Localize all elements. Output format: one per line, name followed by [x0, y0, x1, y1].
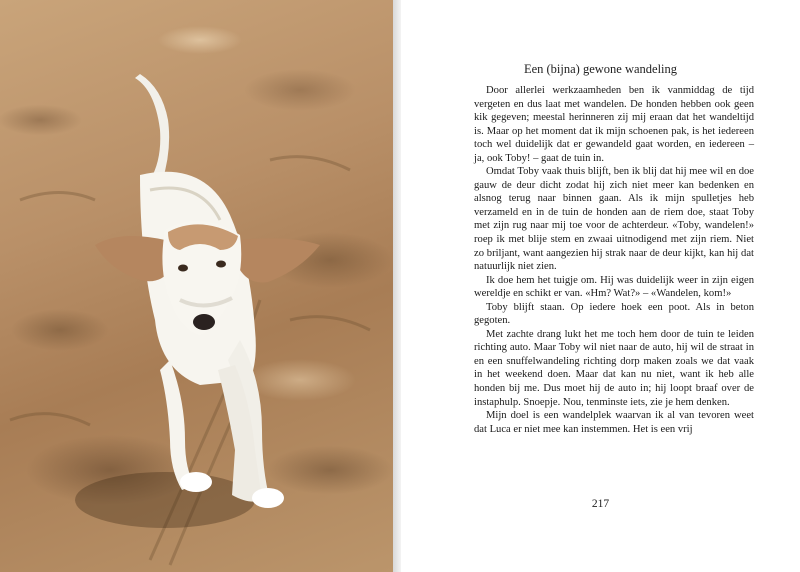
book-page [401, 0, 800, 572]
paragraph: Met zachte drang lukt het me toch hem door de tuin te leiden richting auto. Maar Toby wil niet naar de auto, hij wil de straat in en een snuffelwandeling richting dorp maken zoals we dat vaak in het weekend doen. Maar dat kan nu niet, want ik heb alle honden bij me. Dus moet hij de auto in; hij loopt braaf over de instaphulp. Snoepje. Nou, tenminste iets, zie je hem denken. [474, 328, 754, 408]
chapter-title: Een (bijna) gewone wandeling [523, 62, 678, 76]
book-gutter [393, 0, 401, 572]
dog-photo [0, 0, 393, 572]
paragraph: Toby blijft staan. Op iedere hoek een poot. Als in beton gegoten. [474, 301, 754, 327]
paragraph: Omdat Toby vaak thuis blijft, ben ik blij dat hij mee wil en doe gauw de deur dicht zodat hij zich niet meer kan bedenken en alsnog terug naar binnen gaan. Als ik mijn spulletjes heb verzameld en in de tuin de honden aan de riem doe, staat Toby met zijn rug naar mij toe voor de achterdeur. «Toby, wandelen!» roep ik met blije stem en zwaai uitnodigend met zijn riem. Niet zo briljant, want aangezien hij strak naar de deur kijkt, kan hij dat natuurlijk niet zien. [474, 166, 754, 273]
page-number: 217 [591, 498, 610, 510]
paragraph: Ik doe hem het tuigje om. Hij was duidelijk weer in zijn eigen wereldje en schikt er van. «Hm? Wat?» – «Wandelen, kom!» [474, 274, 754, 300]
dog-illustration [0, 0, 393, 572]
page-text [474, 84, 754, 436]
paragraph: Door allerlei werkzaamheden ben ik vanmiddag de tijd vergeten en dus laat met wandelen. De honden hebben ook geen kik gegeven; meestal herinneren zij mij eraan dat het wandeltijd is. Maar op het moment dat ik mijn schoenen pak, is het iedereen toch wel duidelijk dat er gewandeld gaat worden, en iedereen – ja, ook Toby! – gaat de tuin in. [474, 85, 754, 164]
paragraph: Mijn doel is een wandelplek waarvan ik al van tevoren weet dat Luca er niet mee kan instemmen. Het is een vrij [474, 410, 754, 435]
